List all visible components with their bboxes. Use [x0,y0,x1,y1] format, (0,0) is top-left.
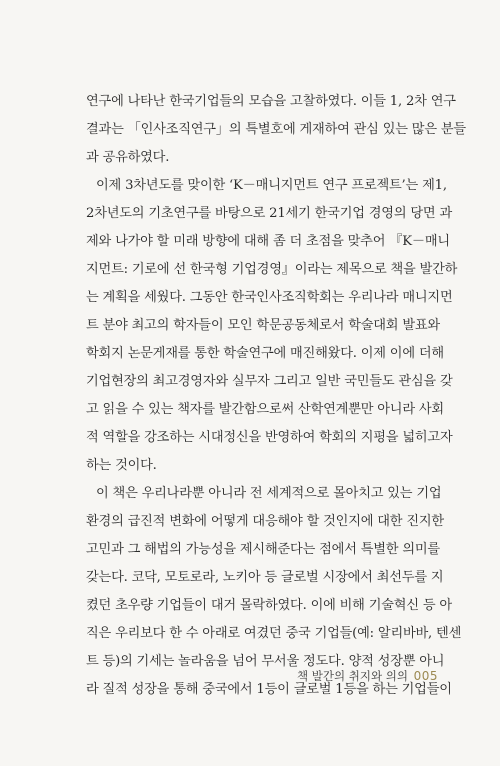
text-line: 기업현장의 최고경영자와 실무자 그리고 일반 국민들도 관심을 갖 [86,374,453,389]
running-title: 책 발간의 취지와 의의 [297,669,408,683]
text-line: 트 등)의 기세는 놀라움을 넘어 무서울 정도다. 양적 성장뿐 아니 [86,654,445,669]
text-line: 2차년도의 기초연구를 바탕으로 21세기 한국기업 경영의 당면 과 [86,206,452,221]
text-line: 환경의 급진적 변화에 어떻게 대응해야 할 것인지에 대한 진지한 [86,514,444,529]
text-line: 는 계획을 세웠다. 그동안 한국인사조직학회는 우리나라 매니지먼 [86,290,453,305]
text-line: 직은 우리보다 한 수 아래로 여겼던 중국 기업들(예: 알리바바, 텐센 [86,626,462,641]
page-number: 005 [413,669,438,683]
text-line: 갖는다. 코닥, 모토로라, 노키아 등 글로벌 시장에서 최선두를 지 [86,570,444,585]
text-line: 라 질적 성장을 통해 중국에서 1등이 글로벌 1등을 하는 기업들이 [86,682,452,697]
page-footer [0,666,500,686]
text-line: 고 읽을 수 있는 책자를 발간함으로써 산학연계뿐만 아니라 사회 [86,402,444,417]
text-line: 켰던 초우량 기업들이 대거 몰락하였다. 이에 비해 기술혁신 등 아 [86,598,452,613]
text-line: 이제 3차년도를 맞이한 ‘K－매니지먼트 연구 프로젝트’는 제1, [96,178,447,193]
text-line: 적 역할을 강조하는 시대정신을 반영하여 학회의 지평을 넓히고자 [86,430,453,445]
text-line: 고민과 그 해법의 가능성을 제시해준다는 점에서 특별한 의미를 [86,542,440,557]
text-line: 학회지 논문게재를 통한 학술연구에 매진해왔다. 이제 이에 더해 [86,346,444,361]
text-line: 이 책은 우리나라뿐 아니라 전 세계적으로 몰아치고 있는 기업 [96,486,442,501]
text-line: 지먼트: 기로에 선 한국형 기업경영』이라는 제목으로 책을 발간하 [86,262,458,277]
text-line: 트 분야 최고의 학자들이 모인 학문공동체로서 학술대회 발표와 [86,318,440,333]
text-line: 하는 것이다. [86,458,157,473]
text-line: 과 공유하였다. [86,150,170,165]
text-line: 결과는 「인사조직연구」의 특별호에 게재하여 관심 있는 많은 분들 [86,122,466,137]
text-line: 연구에 나타난 한국기업들의 모습을 고찰하였다. 이들 1, 2차 연구 [86,94,456,109]
text-line: 제와 나가야 할 미래 방향에 대해 좀 더 초점을 맞추어 『K－매니 [86,234,450,249]
